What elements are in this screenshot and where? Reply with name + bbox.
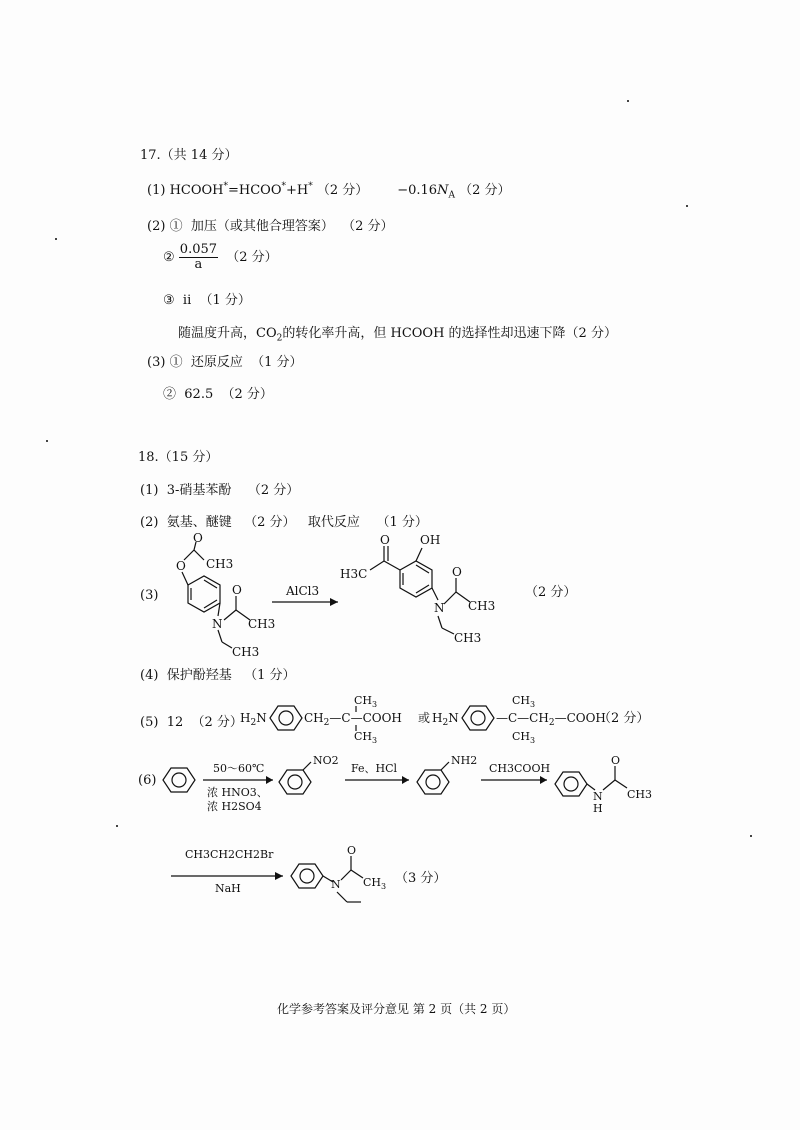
svg-text:N: N <box>434 601 445 615</box>
fraction: $\frac{0.057}{a}$ <box>179 242 218 272</box>
svg-text:NO2: NO2 <box>313 754 339 767</box>
svg-text:或: 或 <box>418 711 431 725</box>
score: （2 分） <box>247 483 300 498</box>
svg-text:O: O <box>452 565 462 579</box>
svg-text:CH3CH2CH2Br: CH3CH2CH2Br <box>185 848 274 861</box>
score: （2 分） <box>342 219 394 234</box>
answer-text: 加压（或其他合理答案） <box>190 219 334 234</box>
q18-part6-number: (6) <box>138 773 157 788</box>
part5-structures <box>240 688 680 748</box>
svg-text:Fe、HCl: Fe、HCl <box>351 762 398 775</box>
svg-text:N: N <box>212 617 223 631</box>
svg-text:O: O <box>347 844 357 857</box>
q17-part3-1: (3) ① 还原反应 （1 分） <box>147 355 303 370</box>
scan-speck <box>46 440 48 442</box>
score: （2 分） <box>598 711 650 726</box>
q18-part1: (1) 3-硝基苯酚 （2 分） <box>140 483 300 498</box>
q18-header: 18.（15 分） <box>138 450 219 465</box>
synthesis-route-row1 <box>155 752 655 832</box>
svg-text:OH: OH <box>420 533 441 547</box>
score: （2 分） <box>316 183 369 198</box>
scan-speck <box>750 835 752 837</box>
scan-speck <box>627 100 629 102</box>
score: （2 分） <box>221 387 273 402</box>
svg-text:H2N: $H_2N$ <box>240 711 267 728</box>
svg-text:H: H <box>593 802 603 815</box>
svg-text:CH3: $CH_3$ <box>512 694 536 709</box>
score: （1 分） <box>199 293 251 308</box>
svg-text:N: N <box>331 878 341 891</box>
svg-text:NaH: NaH <box>215 882 241 895</box>
svg-text:CH3COOH: CH3COOH <box>489 762 551 775</box>
svg-text:N: N <box>593 790 603 803</box>
svg-text:CH3: CH3 <box>468 599 496 613</box>
q18-part4: (4) 保护酚羟基 （1 分） <box>140 668 296 683</box>
score: （2 分） <box>525 585 577 600</box>
score: （2 分） <box>226 250 278 265</box>
svg-text:浓 HNO3、: 浓 HNO3、 <box>207 786 268 799</box>
scan-speck <box>55 238 57 240</box>
reactant-molecule <box>176 531 275 659</box>
score: （2 分） <box>244 515 296 530</box>
svg-text:NH2: NH2 <box>451 754 478 767</box>
q18-part3-number: (3) <box>140 588 159 603</box>
svg-text:O: O <box>380 533 390 547</box>
svg-text:H2N: $H_2N$ <box>432 711 459 728</box>
svg-text:CH3: $CH_3$ <box>363 876 387 891</box>
score: （2 分） <box>191 715 243 730</box>
svg-text:浓 H2SO4: 浓 H2SO4 <box>207 800 262 813</box>
svg-text:CH3: $CH_3$ <box>512 730 536 745</box>
scan-speck <box>686 205 688 207</box>
q17-part2-1: (2) ① 加压（或其他合理答案） （2 分） <box>147 219 394 234</box>
svg-text:O: O <box>611 754 621 767</box>
svg-text:CH3: CH3 <box>454 631 482 645</box>
q17-part3-2: ② 62.5 （2 分） <box>163 387 273 402</box>
part-number: (1) <box>147 183 166 198</box>
score: （3 分） <box>395 871 447 886</box>
q17-part1 <box>147 179 510 201</box>
svg-text:—C—CH2—COOH: $—C—CH_2—COOH$ <box>496 711 606 728</box>
svg-text:CH3: CH3 <box>206 557 234 571</box>
q17-header: 17.（共 14 分） <box>140 148 238 163</box>
svg-text:CH2—C—COOH: $CH_2—C—COOH$ <box>304 711 402 728</box>
score: （1 分） <box>244 668 296 683</box>
synthesis-route-row2 <box>165 840 485 910</box>
svg-text:CH3: CH3 <box>627 788 653 801</box>
svg-text:CH3: CH3 <box>248 617 276 631</box>
score: （2 分） <box>459 183 511 198</box>
q17-part2-3: ③ ii （1 分） <box>163 293 251 308</box>
svg-text:AlCl3: AlCl3 <box>286 584 320 598</box>
svg-text:CH3: $CH_3$ <box>354 730 378 745</box>
q18-part2: (2) 氨基、醚键 （2 分） 取代反应 （1 分） <box>140 515 428 530</box>
reaction-scheme-3 <box>160 530 600 660</box>
page-footer: 化学参考答案及评分意见 第 2 页（共 2 页） <box>277 1002 516 1016</box>
svg-text:50～60℃: 50～60℃ <box>213 762 265 775</box>
product-molecule <box>340 533 495 645</box>
svg-text:O: O <box>232 583 242 597</box>
equation: HCOOH*=HCOO*+H* <box>169 181 313 198</box>
q17-explanation: 随温度升高，$CO_2$的转化率升高，但 HCOOH 的选择性却迅速下降（2 分） <box>178 326 617 344</box>
svg-text:H3C: H3C <box>340 567 368 581</box>
q18-part5-text: (5) 12 （2 分） <box>140 715 243 730</box>
score: （1 分） <box>376 515 428 530</box>
svg-text:O: O <box>193 531 203 545</box>
answer-value: $-0.16N_A$ <box>397 183 455 201</box>
reaction-arrow <box>272 584 338 606</box>
svg-text:CH3: $CH_3$ <box>354 694 378 709</box>
scan-speck <box>116 825 118 827</box>
oxygen-label: O <box>176 559 186 573</box>
q17-part2-2: ② $\frac{0.057}{a}$ （2 分） <box>163 242 278 272</box>
svg-text:CH3: CH3 <box>232 645 260 659</box>
score: （1 分） <box>251 355 303 370</box>
